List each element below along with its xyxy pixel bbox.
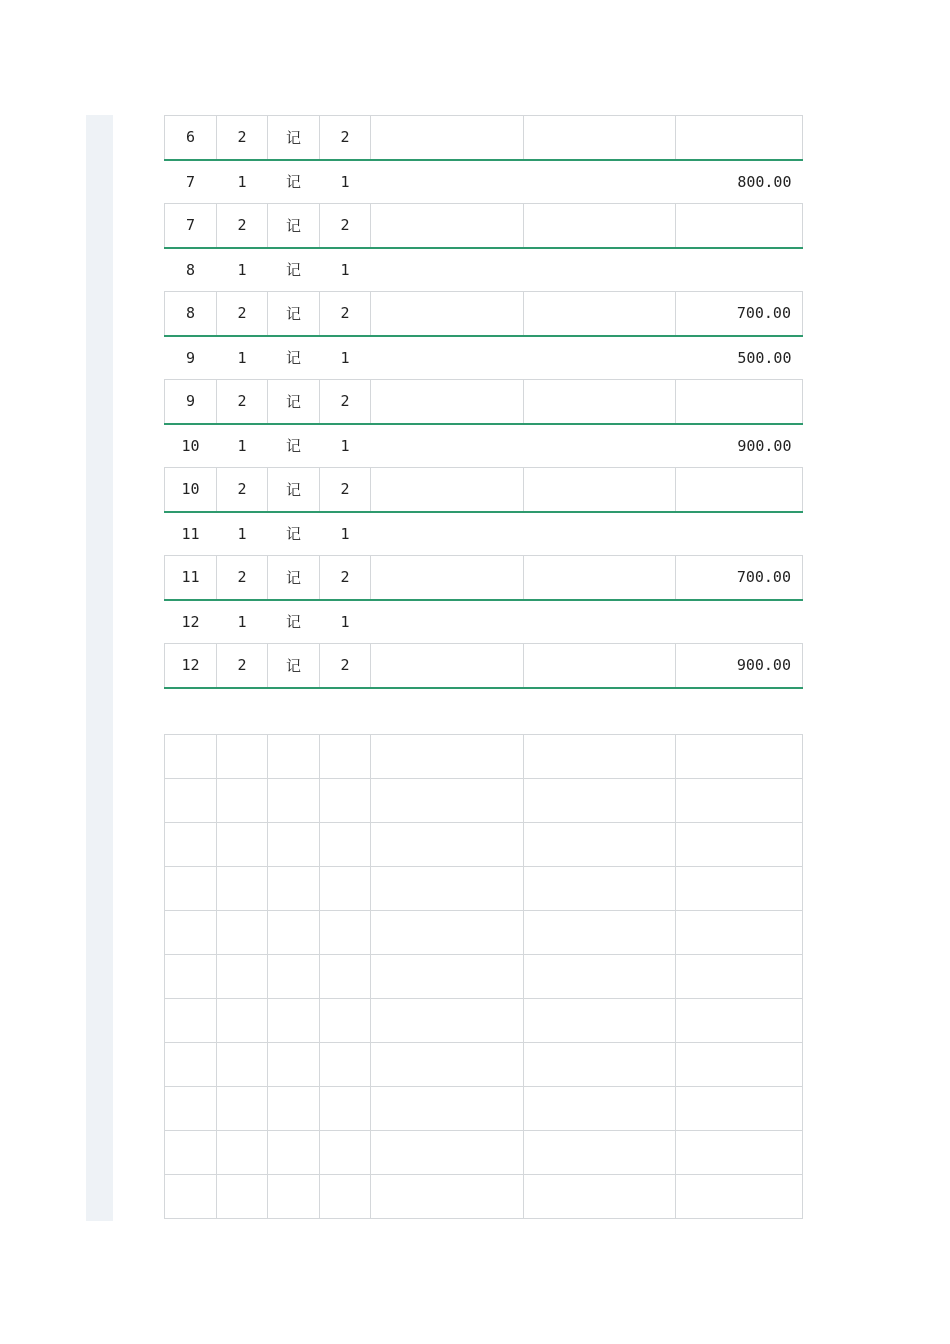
blank-cell xyxy=(165,1175,217,1219)
month-cell: 9 xyxy=(165,380,217,424)
blank-cell xyxy=(524,867,676,911)
table-row xyxy=(165,556,803,600)
month-cell: 12 xyxy=(181,612,200,631)
period-cell: 1 xyxy=(237,436,247,455)
summary-cell xyxy=(371,336,524,380)
blank-cell xyxy=(524,955,676,999)
table-row xyxy=(165,424,803,468)
voucher-no-cell: 1 xyxy=(340,524,350,543)
period-cell: 1 xyxy=(237,612,247,631)
blank-cell xyxy=(320,911,371,955)
blank-cell xyxy=(676,867,803,911)
table-row xyxy=(165,248,803,292)
voucher-no-cell: 2 xyxy=(320,556,371,600)
amount-cell xyxy=(676,600,803,644)
blank-cell xyxy=(524,1175,676,1219)
account-cell xyxy=(524,292,676,336)
month-cell: 8 xyxy=(165,292,217,336)
blank-cell xyxy=(268,823,320,867)
table-row xyxy=(165,336,803,380)
month-cell: 12 xyxy=(165,644,217,688)
amount-cell xyxy=(676,468,803,512)
account-cell xyxy=(524,116,676,160)
blank-cell xyxy=(217,1043,268,1087)
account-cell xyxy=(524,512,676,556)
table-row xyxy=(165,116,803,160)
table-row xyxy=(165,292,803,336)
amount-cell: 700.00 xyxy=(676,556,803,600)
voucher-type-cell: 记 xyxy=(268,204,320,248)
voucher-no-cell: 2 xyxy=(320,380,371,424)
summary-cell xyxy=(371,468,524,512)
blank-cell xyxy=(217,999,268,1043)
blank-cell xyxy=(165,911,217,955)
period-cell: 1 xyxy=(237,260,247,279)
blank-cell xyxy=(320,823,371,867)
account-cell xyxy=(524,468,676,512)
voucher-no-cell: 2 xyxy=(320,468,371,512)
blank-cell xyxy=(165,867,217,911)
blank-row xyxy=(165,911,803,955)
amount-cell: 900.00 xyxy=(676,644,803,688)
table-row xyxy=(165,204,803,248)
blank-cell xyxy=(320,867,371,911)
blank-cell xyxy=(371,999,524,1043)
voucher-type-cell: 记 xyxy=(268,556,320,600)
blank-cell xyxy=(524,735,676,779)
blank-cell xyxy=(371,1087,524,1131)
month-cell: 7 xyxy=(165,204,217,248)
blank-cell xyxy=(165,955,217,999)
blank-cell xyxy=(676,1175,803,1219)
amount-cell xyxy=(676,248,803,292)
ledger-table xyxy=(164,115,803,689)
amount-cell: 800.00 xyxy=(737,172,792,191)
blank-cell xyxy=(165,999,217,1043)
summary-cell xyxy=(371,248,524,292)
month-cell: 11 xyxy=(165,556,217,600)
blank-cell xyxy=(165,779,217,823)
table-row xyxy=(165,600,803,644)
blank-cell xyxy=(371,1131,524,1175)
month-cell: 10 xyxy=(181,436,200,455)
blank-cell xyxy=(320,999,371,1043)
blank-cell xyxy=(676,779,803,823)
period-cell: 1 xyxy=(237,348,247,367)
month-cell: 7 xyxy=(185,172,196,191)
blank-cell xyxy=(268,911,320,955)
blank-cell xyxy=(165,1043,217,1087)
account-cell xyxy=(524,160,676,204)
blank-cell xyxy=(320,779,371,823)
blank-row xyxy=(165,955,803,999)
period-cell: 2 xyxy=(217,380,268,424)
amount-cell xyxy=(676,380,803,424)
blank-cell xyxy=(371,823,524,867)
blank-row xyxy=(165,1131,803,1175)
blank-cell xyxy=(217,911,268,955)
blank-cell xyxy=(320,1175,371,1219)
blank-cell xyxy=(676,999,803,1043)
blank-cell xyxy=(217,1175,268,1219)
blank-cell xyxy=(371,735,524,779)
blank-cell xyxy=(524,999,676,1043)
blank-cell xyxy=(217,1087,268,1131)
blank-cell xyxy=(676,823,803,867)
blank-cell xyxy=(524,1043,676,1087)
blank-cell xyxy=(268,955,320,999)
voucher-type-cell: 记 xyxy=(268,468,320,512)
summary-cell xyxy=(371,204,524,248)
summary-cell xyxy=(371,160,524,204)
summary-cell xyxy=(371,600,524,644)
voucher-type-cell: 记 xyxy=(285,525,301,544)
voucher-no-cell: 1 xyxy=(340,260,350,279)
amount-cell xyxy=(676,204,803,248)
account-cell xyxy=(524,204,676,248)
summary-cell xyxy=(371,380,524,424)
amount-cell: 700.00 xyxy=(676,292,803,336)
blank-cell xyxy=(217,1131,268,1175)
account-cell xyxy=(524,556,676,600)
blank-cell xyxy=(371,1175,524,1219)
voucher-type-cell: 记 xyxy=(285,261,301,280)
voucher-type-cell: 记 xyxy=(268,644,320,688)
voucher-no-cell: 1 xyxy=(340,172,350,191)
blank-cell xyxy=(217,867,268,911)
blank-cell xyxy=(165,1087,217,1131)
table-row xyxy=(165,468,803,512)
blank-cell xyxy=(676,955,803,999)
period-cell: 2 xyxy=(217,116,268,160)
voucher-type-cell: 记 xyxy=(285,173,301,192)
month-cell: 6 xyxy=(165,116,217,160)
month-cell: 9 xyxy=(185,348,196,367)
period-cell: 2 xyxy=(217,644,268,688)
summary-cell xyxy=(371,116,524,160)
blank-cell xyxy=(268,867,320,911)
blank-cell xyxy=(676,1087,803,1131)
table-row xyxy=(165,160,803,204)
blank-cell xyxy=(268,735,320,779)
blank-cell xyxy=(371,911,524,955)
blank-row xyxy=(165,1043,803,1087)
blank-cell xyxy=(165,735,217,779)
account-cell xyxy=(524,600,676,644)
blank-cell xyxy=(320,1087,371,1131)
voucher-no-cell: 2 xyxy=(320,116,371,160)
blank-cell xyxy=(217,735,268,779)
blank-cell xyxy=(268,999,320,1043)
amount-cell xyxy=(676,116,803,160)
voucher-no-cell: 1 xyxy=(340,436,350,455)
blank-cell xyxy=(268,1043,320,1087)
voucher-type-cell: 记 xyxy=(285,613,301,632)
blank-row xyxy=(165,867,803,911)
month-cell: 10 xyxy=(165,468,217,512)
blank-cell xyxy=(165,823,217,867)
voucher-type-cell: 记 xyxy=(268,292,320,336)
account-cell xyxy=(524,336,676,380)
blank-cell xyxy=(320,1043,371,1087)
period-cell: 2 xyxy=(217,292,268,336)
voucher-no-cell: 2 xyxy=(320,644,371,688)
blank-cell xyxy=(524,1087,676,1131)
blank-cell xyxy=(268,779,320,823)
blank-cell xyxy=(268,1131,320,1175)
table-row xyxy=(165,644,803,688)
blank-cell xyxy=(524,779,676,823)
blank-row xyxy=(165,779,803,823)
blank-row xyxy=(165,999,803,1043)
summary-cell xyxy=(371,292,524,336)
account-cell xyxy=(524,644,676,688)
period-cell: 1 xyxy=(237,524,247,543)
voucher-type-cell: 记 xyxy=(285,437,301,456)
account-cell xyxy=(524,424,676,468)
blank-cell xyxy=(371,955,524,999)
blank-cell xyxy=(524,1131,676,1175)
summary-cell xyxy=(371,512,524,556)
table-row xyxy=(165,380,803,424)
blank-cell xyxy=(676,1131,803,1175)
blank-cell xyxy=(320,955,371,999)
blank-cell xyxy=(320,1131,371,1175)
blank-row xyxy=(165,823,803,867)
blank-grid-table xyxy=(164,734,803,1219)
blank-cell xyxy=(217,955,268,999)
month-cell: 11 xyxy=(181,524,200,543)
voucher-no-cell: 2 xyxy=(320,292,371,336)
voucher-type-cell: 记 xyxy=(285,349,301,368)
voucher-no-cell: 1 xyxy=(340,348,350,367)
period-cell: 2 xyxy=(217,204,268,248)
summary-cell xyxy=(371,556,524,600)
voucher-no-cell: 1 xyxy=(340,612,350,631)
blank-cell xyxy=(524,911,676,955)
blank-cell xyxy=(320,735,371,779)
blank-cell xyxy=(217,823,268,867)
blank-cell xyxy=(217,779,268,823)
period-cell: 2 xyxy=(217,468,268,512)
blank-row xyxy=(165,1175,803,1219)
account-cell xyxy=(524,380,676,424)
voucher-type-cell: 记 xyxy=(268,380,320,424)
blank-cell xyxy=(676,735,803,779)
account-cell xyxy=(524,248,676,292)
blank-row xyxy=(165,735,803,779)
period-cell: 2 xyxy=(217,556,268,600)
period-cell: 1 xyxy=(237,172,247,191)
voucher-type-cell: 记 xyxy=(268,116,320,160)
blank-cell xyxy=(165,1131,217,1175)
blank-cell xyxy=(371,867,524,911)
amount-cell: 900.00 xyxy=(737,436,792,455)
blank-cell xyxy=(371,779,524,823)
blank-cell xyxy=(268,1087,320,1131)
amount-cell: 500.00 xyxy=(737,348,792,367)
blank-cell xyxy=(268,1175,320,1219)
blank-row xyxy=(165,1087,803,1131)
side-bar xyxy=(86,115,113,1221)
amount-cell xyxy=(676,512,803,556)
blank-cell xyxy=(676,1043,803,1087)
blank-cell xyxy=(676,911,803,955)
blank-cell xyxy=(524,823,676,867)
blank-cell xyxy=(371,1043,524,1087)
voucher-no-cell: 2 xyxy=(320,204,371,248)
table-row xyxy=(165,512,803,556)
month-cell: 8 xyxy=(185,260,196,279)
summary-cell xyxy=(371,424,524,468)
summary-cell xyxy=(371,644,524,688)
